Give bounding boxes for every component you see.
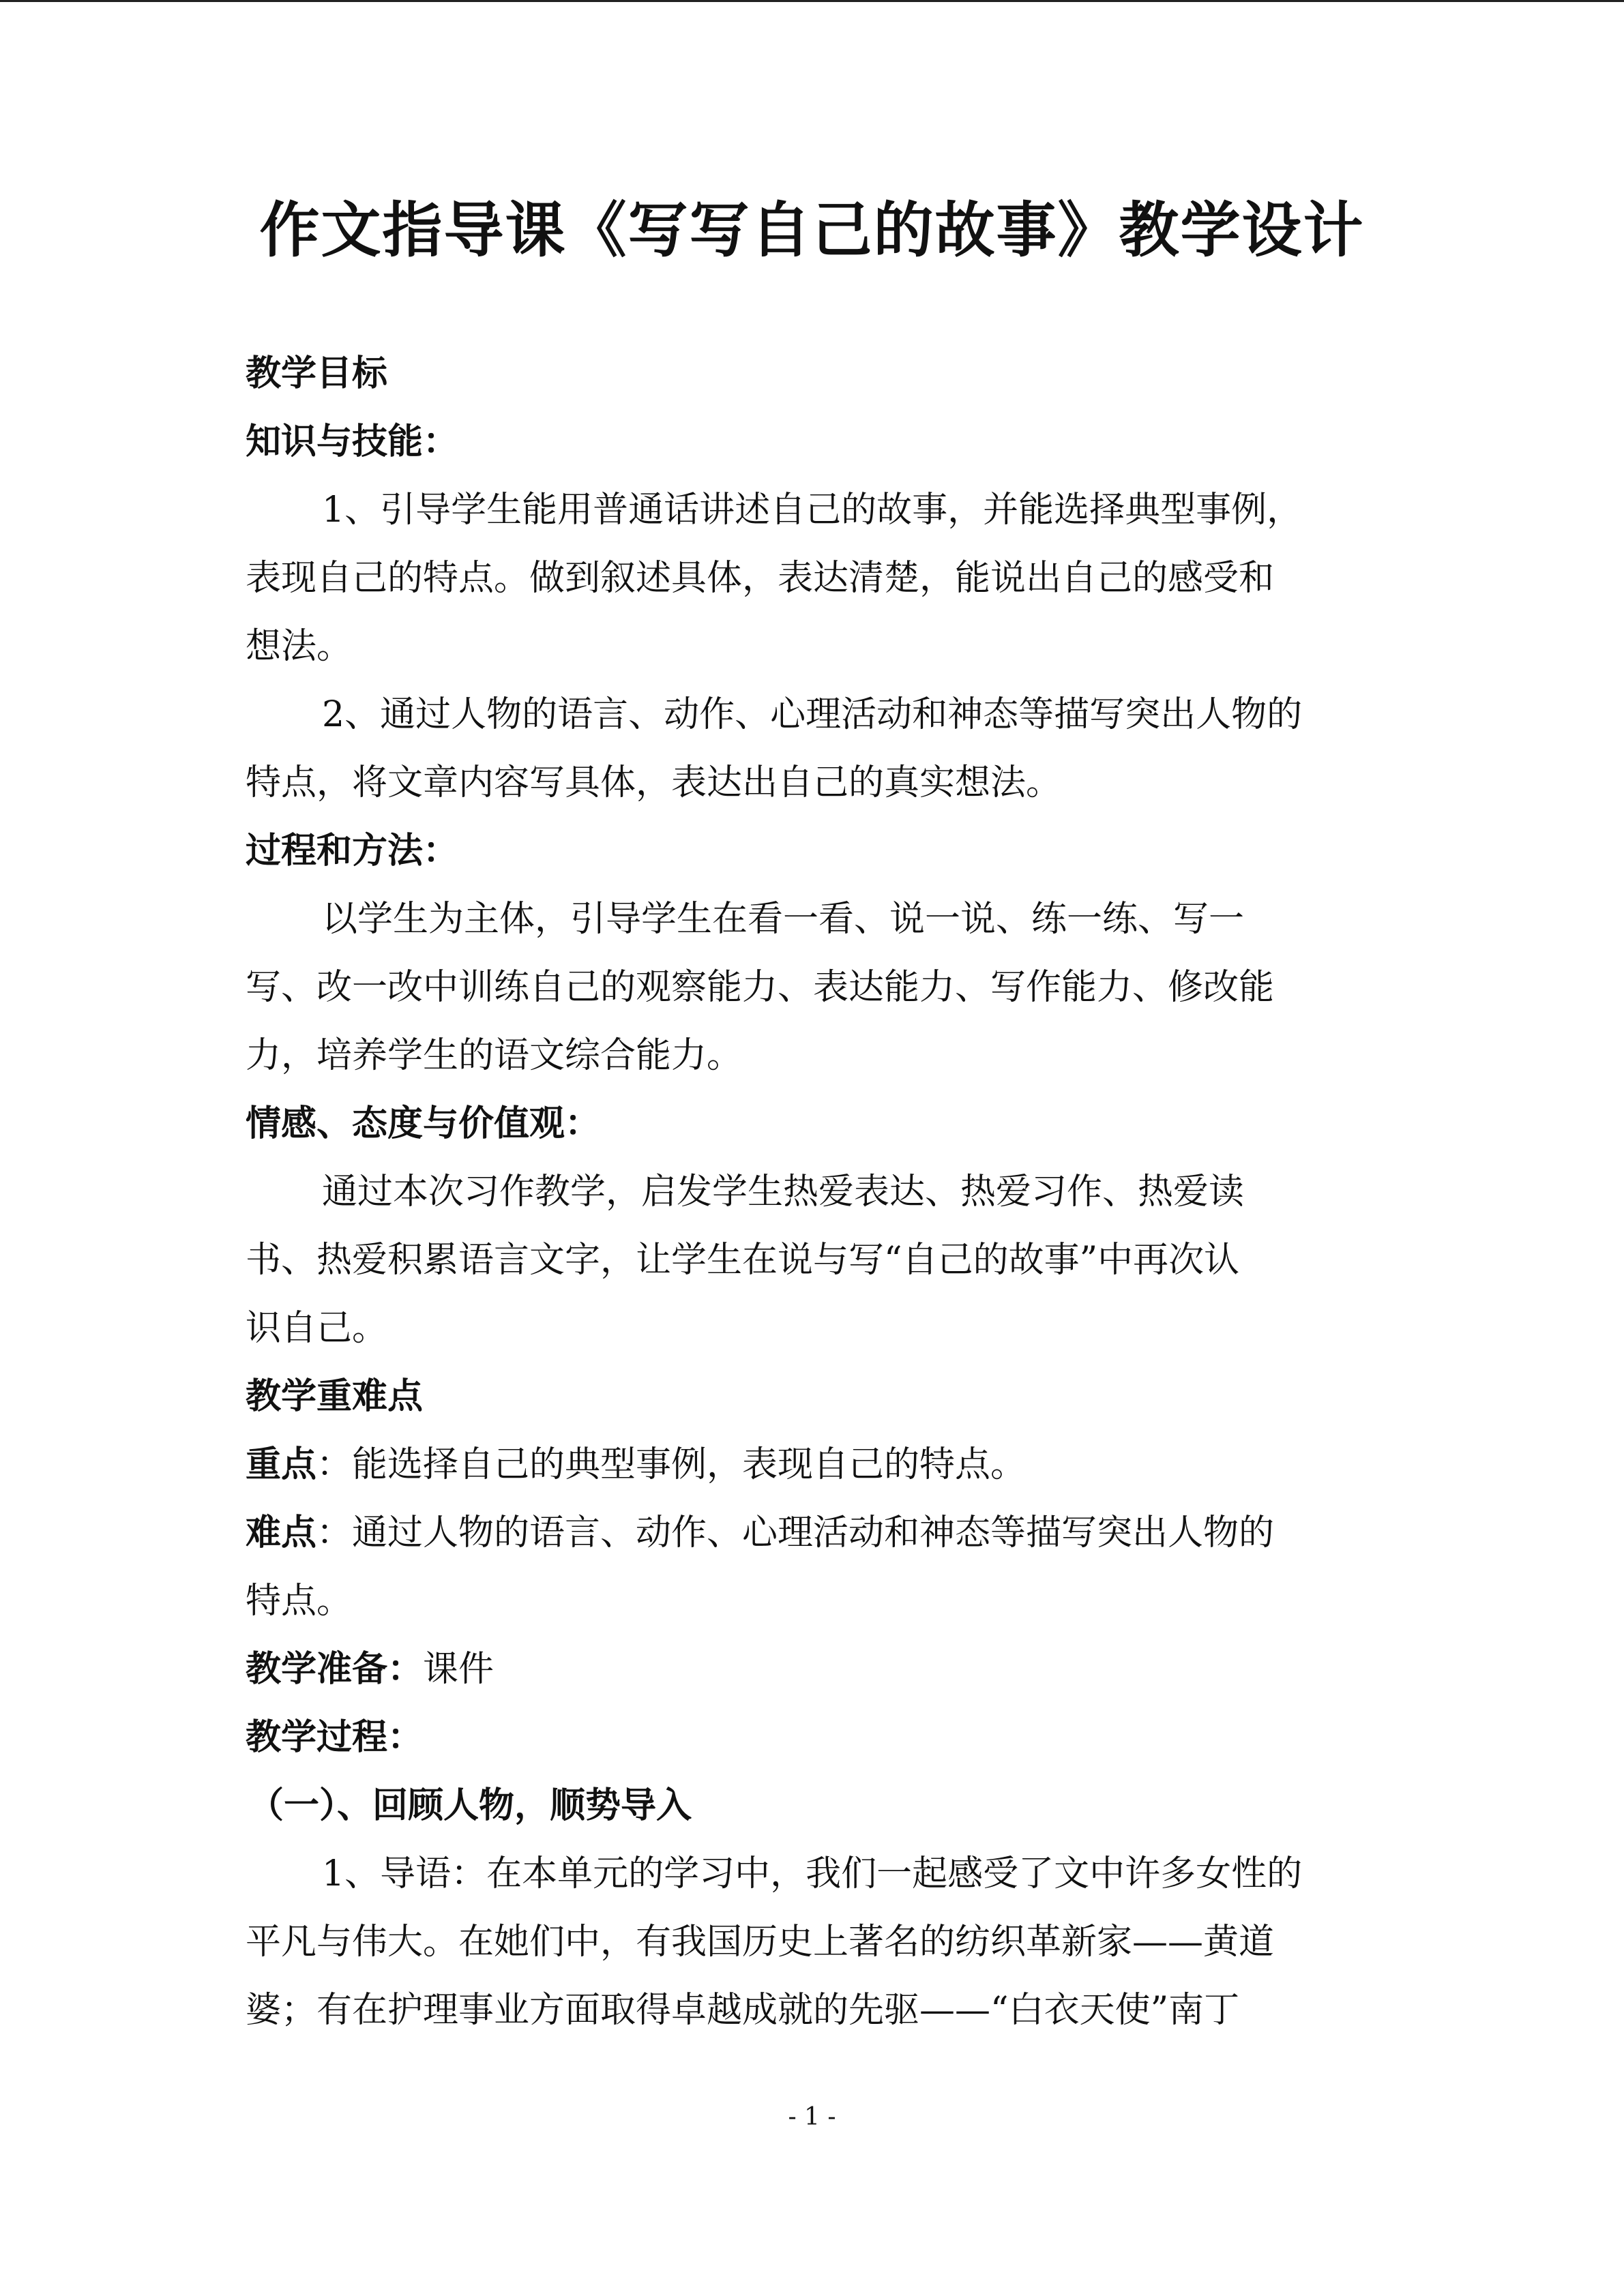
top-border (0, 0, 1624, 2)
section-heading: （一）、回顾人物，顺势导入 (248, 1785, 692, 1826)
line-text: 识自己。 (246, 1308, 388, 1349)
paragraph-line (246, 885, 1378, 953)
page-title: 作文指导课《写写自己的故事》教学设计 (259, 194, 1365, 265)
line-text: 以学生为主体，引导学生在看一看、说一说、练一练、写一 (322, 899, 1245, 940)
inline-label: 教学准备： (246, 1648, 424, 1690)
line-text: 特点。 (246, 1581, 353, 1622)
line-text: 力，培养学生的语文综合能力。 (246, 1035, 743, 1076)
paragraph-line (246, 1226, 1378, 1294)
heading-line (246, 817, 1378, 885)
section-heading: 教学重难点 (246, 1375, 424, 1417)
line-text: 婆；有在护理事业方面取得卓越成就的先驱——“白衣天使”南丁 (246, 1990, 1240, 2031)
line-text: 想法。 (246, 626, 353, 667)
page-number: - 1 - (788, 2103, 836, 2131)
line-text: 1、导语：在本单元的学习中，我们一起感受了文中许多女性的 (322, 1853, 1303, 1894)
paragraph-line (246, 1567, 1378, 1635)
heading-line (246, 1090, 1378, 1158)
key-point-line (246, 1431, 1378, 1499)
paragraph-line (246, 749, 1378, 817)
heading-line (246, 1362, 1378, 1431)
line-text: ：通过人物的语言、动作、心理活动和神态等描写突出人物的 (316, 1512, 1275, 1553)
subheading-line (246, 1772, 1378, 1840)
line-text: ：能选择自己的典型事例，表现自己的特点。 (316, 1444, 1027, 1485)
heading-line (246, 408, 1378, 476)
line-text: 2、通过人物的语言、动作、心理活动和神态等描写突出人物的 (322, 694, 1303, 735)
line-text: 表现自己的特点。做到叙述具体，表达清楚，能说出自己的感受和 (246, 558, 1275, 599)
line-text: 书、热爱积累语言文字，让学生在说与写“自己的故事”中再次认 (246, 1240, 1240, 1281)
section-heading: 教学目标 (246, 353, 388, 394)
paragraph-line (246, 476, 1378, 544)
paragraph-line (246, 612, 1378, 681)
section-heading: 情感、态度与价值观： (246, 1103, 601, 1144)
document-body (246, 340, 1378, 2044)
paragraph-line (246, 1976, 1378, 2044)
inline-label: 难点 (246, 1512, 317, 1553)
paragraph-line (246, 1908, 1378, 1976)
line-text: 课件 (423, 1649, 494, 1690)
line-text: 特点，将文章内容写具体，表达出自己的真实想法。 (246, 762, 1062, 803)
paragraph-line (246, 1022, 1378, 1090)
paragraph-line (246, 544, 1378, 612)
inline-label: 重点 (246, 1444, 317, 1485)
preparation-line (246, 1635, 1378, 1703)
line-text: 通过本次习作教学，启发学生热爱表达、热爱习作、热爱读 (322, 1172, 1245, 1212)
heading-line (246, 340, 1378, 408)
line-text: 平凡与伟大。在她们中，有我国历史上著名的纺织革新家——黄道 (246, 1922, 1275, 1963)
paragraph-line (246, 1840, 1378, 1908)
paragraph-line (246, 1294, 1378, 1362)
paragraph-line (246, 953, 1378, 1022)
paragraph-line (246, 681, 1378, 749)
difficult-point-line (246, 1499, 1378, 1567)
section-heading: 过程和方法： (246, 830, 459, 871)
line-text: 1、引导学生能用普通话讲述自己的故事，并能选择典型事例， (322, 490, 1303, 531)
line-text: 写、改一改中训练自己的观察能力、表达能力、写作能力、修改能 (246, 967, 1275, 1008)
section-heading: 知识与技能： (246, 421, 459, 462)
paragraph-line (246, 1158, 1378, 1226)
heading-line (246, 1703, 1378, 1772)
section-heading: 教学过程： (246, 1716, 424, 1758)
